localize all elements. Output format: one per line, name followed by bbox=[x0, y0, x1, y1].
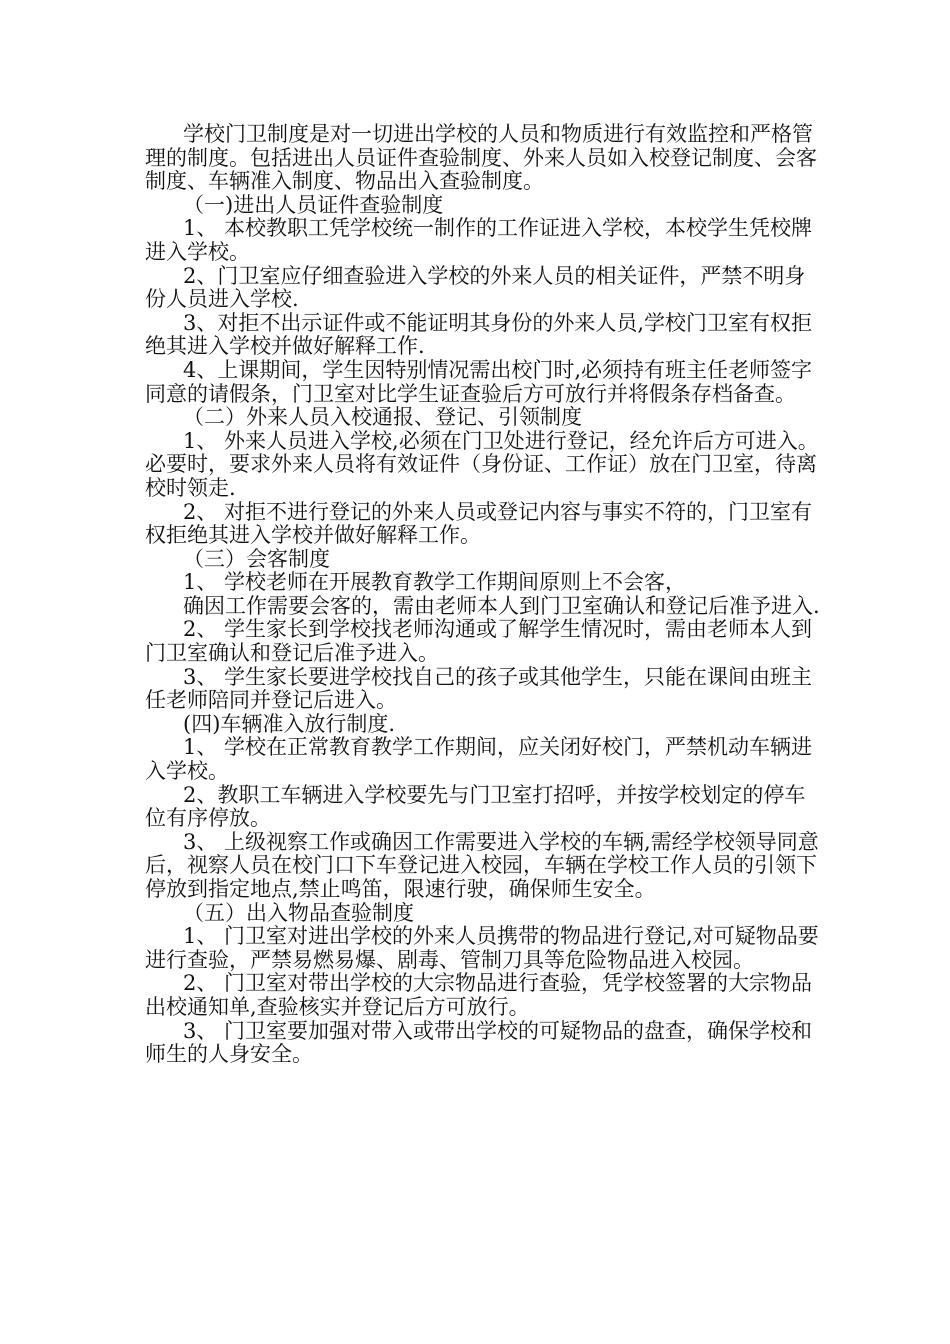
document-body bbox=[145, 123, 825, 1067]
section-5-heading: （五）出入物品查验制度 bbox=[183, 900, 414, 925]
section-4-item-1: 1、 学校在正常教育教学工作期间，应关闭好校门，严禁机动车辆进入学校。 bbox=[145, 735, 813, 784]
section-4-item-2: 2、教职工车辆进入学校要先与门卫室打招呼，并按学校划定的停车位有序停放。 bbox=[145, 782, 806, 831]
section-4-item-3: 3、 上级视察工作或确因工作需要进入学校的车辆,需经学校领导同意后，视察人员在校门口下车登记进入校园，车辆在学校工作人员的引领下停放到指定地点,禁止鸣笛，限速行驶，确保师生安全。 bbox=[145, 829, 819, 901]
section-3-item-3: 3、 学生家长要进学校找自己的孩子或其他学生，只能在课间由班主任老师陪同并登记后进入。 bbox=[145, 664, 813, 713]
section-1-item-3: 3、对拒不出示证件或不能证明其身份的外来人员,学校门卫室有权拒绝其进入学校并做好解释工作. bbox=[145, 310, 813, 359]
section-2-item-1: 1、 外来人员进入学校,必须在门卫处进行登记，经允许后方可进入。必要时，要求外来人员将有效证件（身份证、工作证）放在门卫室，待离校时领走. bbox=[145, 428, 819, 500]
section-3-item-2: 2、 学生家长到学校找老师沟通或了解学生情况时，需由老师本人到门卫室确认和登记后准予进入。 bbox=[145, 617, 813, 666]
section-2-heading: （二）外来人员入校通报、登记、引领制度 bbox=[183, 405, 582, 430]
section-4-heading: (四)车辆准入放行制度. bbox=[183, 711, 396, 736]
section-2-item-2: 2、 对拒不进行登记的外来人员或登记内容与事实不符的，门卫室有权拒绝其进入学校并做好解释工作。 bbox=[145, 499, 813, 548]
section-5-item-1: 1、 门卫室对进出学校的外来人员携带的物品进行登记,对可疑物品要进行查验，严禁易燃易爆、剧毒、管制刀具等危险物品进入校园。 bbox=[145, 924, 819, 972]
section-5-item-2: 2、 门卫室对带出学校的大宗物品进行查验，凭学校签署的大宗物品出校通知单,查验核实并登记后方可放行。 bbox=[145, 971, 813, 1019]
intro-paragraph: 学校门卫制度是对一切进出学校的人员和物质进行有效监控和严格管理的制度。包括进出人员证件查验制度、外来人员如入校登记制度、会客制度、车辆准入制度、物品出入查验制度。 bbox=[145, 122, 817, 194]
section-3-heading: （三）会客制度 bbox=[183, 546, 330, 571]
section-1-item-4: 4、上课期间，学生因特别情况需出校门时,必须持有班主任老师签字同意的请假条，门卫室对比学生证查验后方可放行并将假条存档备查。 bbox=[145, 357, 813, 406]
section-5-item-3: 3、 门卫室要加强对带入或带出学校的可疑物品的盘查，确保学校和师生的人身安全。 bbox=[145, 1018, 813, 1067]
section-3-item-1-cont: 确因工作需要会客的，需由老师本人到门卫室确认和登记后准予进入. bbox=[183, 593, 820, 618]
section-1-item-2: 2、门卫室应仔细查验进入学校的外来人员的相关证件，严禁不明身份人员进入学校. bbox=[145, 263, 806, 312]
section-1-heading: （一)进出人员证件查验制度 bbox=[183, 192, 444, 217]
section-1-item-1: 1、 本校教职工凭学校统一制作的工作证进入学校，本校学生凭校牌进入学校。 bbox=[145, 216, 813, 264]
section-3-item-1: 1、 学校老师在开展教育教学工作期间原则上不会客， bbox=[183, 570, 687, 595]
